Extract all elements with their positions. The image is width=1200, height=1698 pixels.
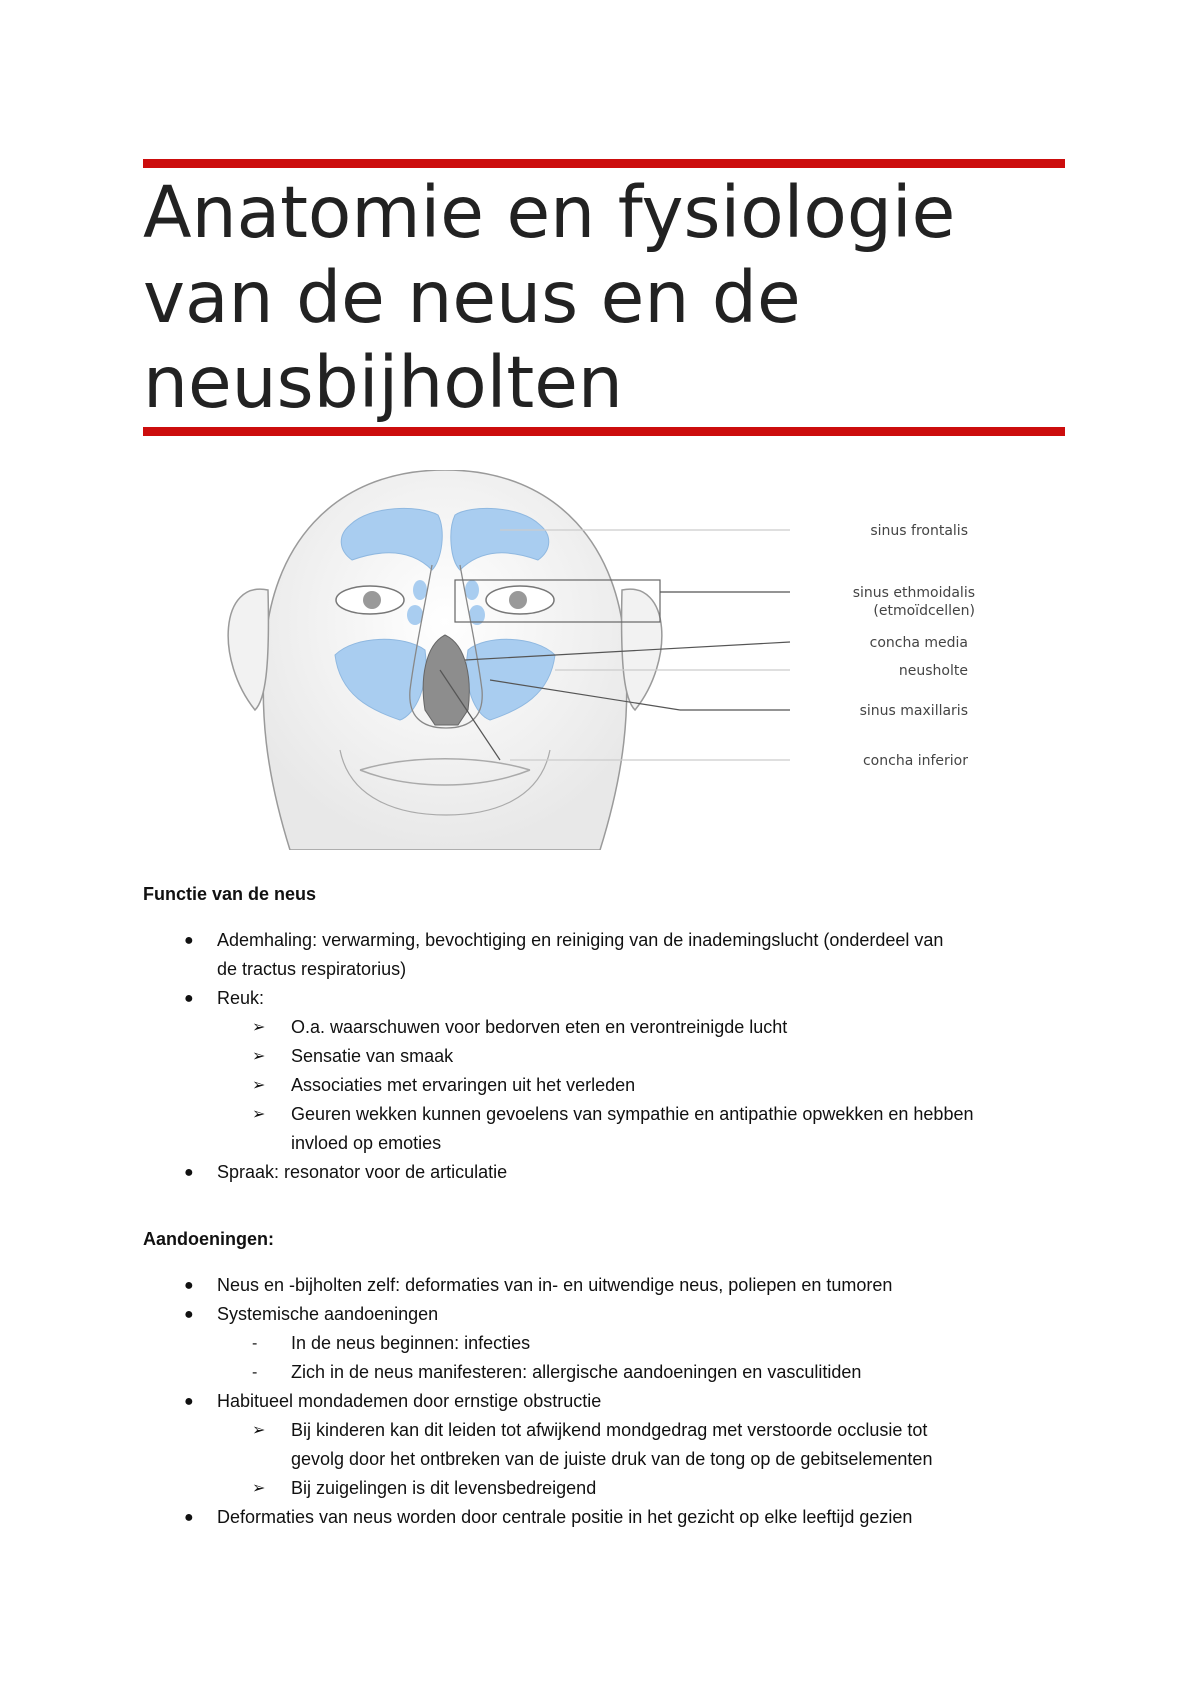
sub-list-item-continuation: invloed op emoties: [291, 1133, 442, 1153]
list-item-continuation: de tractus respiratorius): [217, 959, 407, 979]
arrow-bullet-icon: ➢: [252, 1480, 266, 1497]
bullet-icon: ●: [184, 1306, 194, 1323]
ethmoid-cell: [413, 580, 427, 600]
arrow-bullet-icon: ➢: [252, 1106, 266, 1123]
label-etmoidcellen: (etmoïdcellen): [873, 603, 975, 619]
dash-bullet-icon: -: [252, 1364, 258, 1381]
dash-bullet-icon: -: [252, 1335, 258, 1352]
list-item: ● Ademhaling: verwarming, bevochtiging en reiniging van de inademingslucht (onderdeel van: [143, 926, 1083, 955]
label-sinus-maxillaris: sinus maxillaris: [859, 703, 968, 719]
bullet-icon: ●: [184, 932, 194, 949]
aandoeningen-list: [143, 1271, 1083, 1532]
bullet-icon: ●: [184, 1393, 194, 1410]
functie-list: [143, 926, 1083, 1187]
ethmoid-cell: [407, 605, 423, 625]
right-pupil: [509, 591, 527, 609]
arrow-bullet-icon: ➢: [252, 1422, 266, 1439]
arrow-bullet-icon: ➢: [252, 1019, 266, 1036]
title-line: Anatomie en fysiologie: [143, 171, 956, 254]
list-item: ● Deformaties van neus worden door centrale positie in het gezicht op elke leeftijd gezien: [143, 1503, 1083, 1532]
label-concha-inferior: concha inferior: [862, 753, 968, 769]
list-item: ● Habitueel mondademen door ernstige obstructie: [143, 1387, 1083, 1416]
label-sinus-frontalis: sinus frontalis: [870, 523, 968, 539]
ethmoid-cell: [465, 580, 479, 600]
section-heading-aandoeningen: Aandoeningen:: [143, 1229, 274, 1249]
title-line: van de neus en de: [143, 256, 801, 339]
section-heading-functie: Functie van de neus: [143, 884, 317, 904]
sinus-anatomy-figure: [210, 470, 990, 850]
left-ear: [228, 589, 268, 710]
label-neusholte: neusholte: [898, 663, 968, 679]
sub-list-item: - In de neus beginnen: infecties: [143, 1329, 1083, 1358]
list-item: ● Neus en -bijholten zelf: deformaties van in- en uitwendige neus, poliepen en tumoren: [143, 1271, 1083, 1300]
sub-list-item: - Zich in de neus manifesteren: allergische aandoeningen en vasculitiden: [143, 1358, 1083, 1387]
list-item: ● Reuk:: [143, 984, 1083, 1013]
sub-list-item: ➢ Associaties met ervaringen uit het verleden: [143, 1071, 1083, 1100]
list-item: ● Spraak: resonator voor de articulatie: [143, 1158, 1083, 1187]
arrow-bullet-icon: ➢: [252, 1048, 266, 1065]
bullet-icon: ●: [184, 990, 194, 1007]
title-bottom-rule: [143, 427, 1065, 436]
bullet-icon: ●: [184, 1164, 194, 1181]
sub-list-item-continuation: gevolg door het ontbreken van de juiste druk van de tong op de gebitselementen: [291, 1449, 933, 1469]
sub-list-item: ➢ Bij zuigelingen is dit levensbedreigend: [143, 1474, 1083, 1503]
title-top-rule: [143, 159, 1065, 168]
bullet-icon: ●: [184, 1509, 194, 1526]
list-item: ● Systemische aandoeningen: [143, 1300, 1083, 1329]
left-pupil: [363, 591, 381, 609]
sub-list-item: ➢ Geuren wekken kunnen gevoelens van sympathie en antipathie opwekken en hebben: [143, 1100, 1083, 1129]
sub-list-item: ➢ O.a. waarschuwen voor bedorven eten en verontreinigde lucht: [143, 1013, 1083, 1042]
title-line: neusbijholten: [143, 341, 623, 424]
arrow-bullet-icon: ➢: [252, 1077, 266, 1094]
label-concha-media: concha media: [869, 635, 968, 651]
page-title: [143, 170, 1103, 425]
sub-list-item: ➢ Bij kinderen kan dit leiden tot afwijkend mondgedrag met verstoorde occlusie tot: [143, 1416, 1083, 1445]
bullet-icon: ●: [184, 1277, 194, 1294]
sub-list-item: ➢ Sensatie van smaak: [143, 1042, 1083, 1071]
label-sinus-ethmoidalis: sinus ethmoidalis: [852, 585, 975, 601]
